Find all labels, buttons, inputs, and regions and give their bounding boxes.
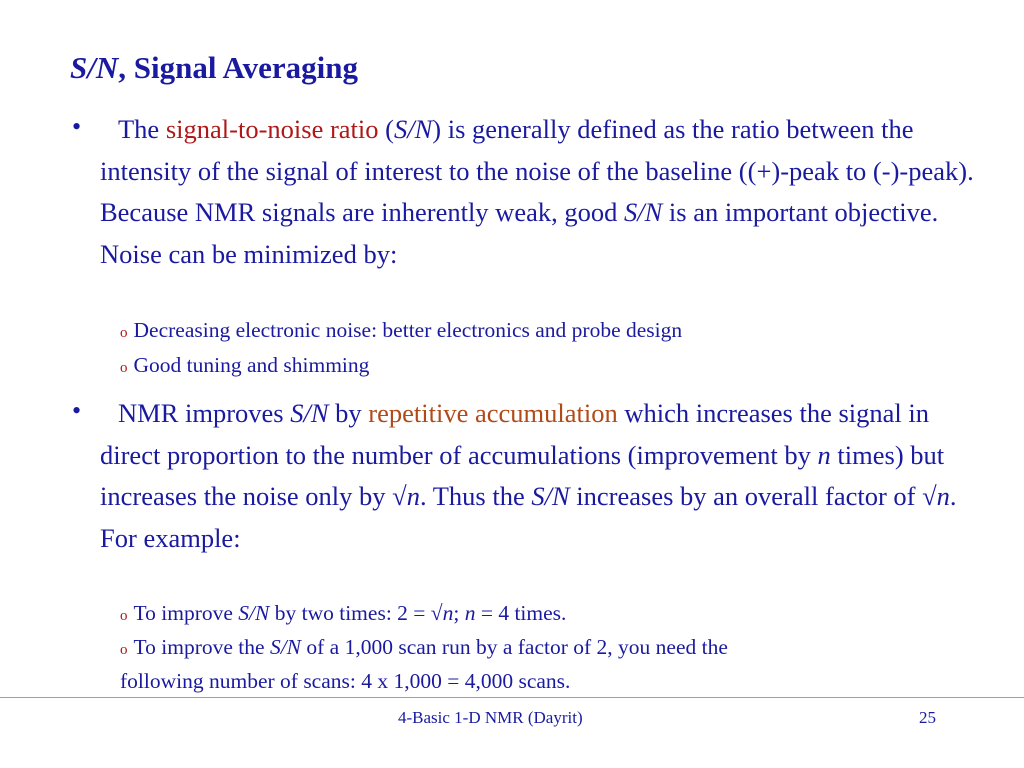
term-snr: signal-to-noise ratio — [165, 114, 379, 144]
title-sn: S/N — [70, 50, 119, 85]
sub-bullet-2-2: o To improve the S/N of a 1,000 scan run by a factor of 2, you need the — [120, 635, 728, 659]
bullet-marker-2: • — [72, 396, 82, 425]
sub-bullet-2-2-continued: following number of scans: 4 x 1,000 = 4,000 scans. — [120, 669, 571, 693]
footer-divider — [0, 697, 1024, 698]
bullet-marker-1: • — [72, 112, 82, 141]
bullet-1-text: The signal-to-noise ratio (S/N) is generally defined as the ratio between the intensity of the signal of interest to the noise of the baseline ((+)-peak to (-)-peak). Because NMR signals are inherently weak, good S/N is an important objective. Noise can be minimized by: — [100, 114, 974, 269]
sub-bullet-2-1: o To improve S/N by two times: 2 = √n; n = 4 times. — [120, 601, 567, 625]
sub-bullet-1-1: o Decreasing electronic noise: better electronics and probe design — [120, 318, 683, 342]
title-text: , Signal Averaging — [118, 50, 358, 85]
bullet-2-text: NMR improves S/N by repetitive accumulation which increases the signal in direct proportion to the number of accumulations (improvement by n times) but increases the noise only by √n. Thus the S/N increases by an overall factor of √n. For example: — [100, 398, 957, 553]
page-number: 25 — [919, 708, 936, 727]
slide-title — [70, 50, 358, 86]
sub-bullet-1-2: o Good tuning and shimming — [120, 353, 370, 377]
term-repetitive-accumulation: repetitive accumulation — [368, 398, 618, 428]
footer-text: 4-Basic 1-D NMR (Dayrit) — [398, 708, 583, 727]
